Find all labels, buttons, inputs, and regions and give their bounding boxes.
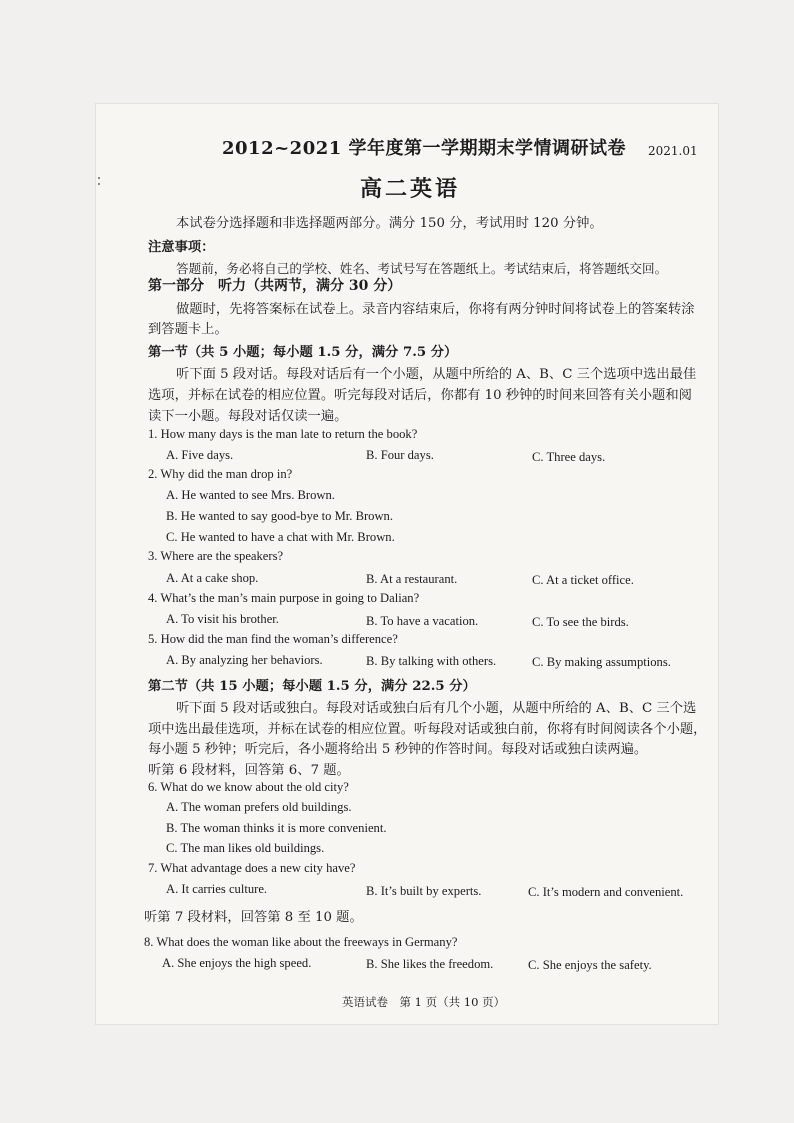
part1-heading: 第一部分 听力（共两节，满分 30 分） bbox=[148, 278, 402, 294]
q6-option-a: A. The woman prefers old buildings. bbox=[166, 800, 352, 814]
q1-option-c: C. Three days. bbox=[532, 450, 606, 464]
q7-option-c: C. It’s modern and convenient. bbox=[528, 885, 684, 899]
q7-option-b: B. It’s built by experts. bbox=[366, 884, 482, 898]
q7-stem: 7. What advantage does a new city have? bbox=[148, 861, 356, 875]
scan-speck bbox=[98, 183, 100, 185]
q3-stem: 3. Where are the speakers? bbox=[148, 549, 284, 563]
q3-option-a: A. At a cake shop. bbox=[166, 571, 259, 585]
material-6-note: 听第 6 段材料，回答第 6、7 题。 bbox=[148, 763, 350, 778]
q2-option-c: C. He wanted to have a chat with Mr. Brown. bbox=[166, 530, 395, 544]
q4-option-a: A. To visit his brother. bbox=[166, 612, 279, 626]
q8-option-a: A. She enjoys the high speed. bbox=[162, 956, 312, 970]
section2-instruction-line1: 听下面 5 段对话或独白。每段对话或独白后有几个小题，从题中所给的 A、B、C 三个选 bbox=[176, 701, 697, 716]
q4-stem: 4. What’s the man’s main purpose in going to Dalian? bbox=[148, 591, 420, 605]
q4-option-b: B. To have a vacation. bbox=[366, 614, 479, 628]
part1-instruction-line1: 做题时，先将答案标在试卷上。录音内容结束后，你将有两分钟时间将试卷上的答案转涂 bbox=[176, 302, 695, 317]
q6-stem: 6. What do we know about the old city? bbox=[148, 780, 349, 794]
scan-speck bbox=[98, 177, 100, 179]
material-7-note: 听第 7 段材料，回答第 8 至 10 题。 bbox=[144, 910, 363, 925]
q2-option-b: B. He wanted to say good-bye to Mr. Brown. bbox=[166, 509, 394, 523]
q2-stem: 2. Why did the man drop in? bbox=[148, 467, 293, 481]
part1-instruction-line2: 到答题卡上。 bbox=[148, 322, 228, 337]
q8-option-b: B. She likes the freedom. bbox=[366, 957, 494, 971]
q2-option-a: A. He wanted to see Mrs. Brown. bbox=[166, 488, 335, 502]
section1-instruction-line3: 读下一小题。每段对话仅读一遍。 bbox=[148, 409, 348, 424]
exam-title: 2012~2021 学年度第一学期期末学情调研试卷 bbox=[222, 138, 627, 159]
section1-instruction-line1: 听下面 5 段对话。每段对话后有一个小题，从题中所给的 A、B、C 三个选项中选出最佳 bbox=[176, 367, 697, 382]
section1-heading: 第一节（共 5 小题；每小题 1.5 分，满分 7.5 分） bbox=[148, 345, 458, 360]
section2-heading: 第二节（共 15 小题；每小题 1.5 分，满分 22.5 分） bbox=[148, 679, 476, 694]
q6-option-b: B. The woman thinks it is more convenient. bbox=[166, 821, 387, 835]
q6-option-c: C. The man likes old buildings. bbox=[166, 841, 325, 855]
q1-option-a: A. Five days. bbox=[166, 448, 234, 462]
q5-option-a: A. By analyzing her behaviors. bbox=[166, 653, 323, 667]
exam-date: 2021.01 bbox=[648, 144, 698, 158]
q4-option-c: C. To see the birds. bbox=[532, 615, 629, 629]
section1-instruction-line2: 选项，并标在试卷的相应位置。听完每段对话后，你都有 10 秒钟的时间来回答有关小题和阅 bbox=[148, 388, 692, 403]
q1-option-b: B. Four days. bbox=[366, 448, 434, 462]
q5-stem: 5. How did the man find the woman’s difference? bbox=[148, 632, 398, 646]
q8-option-c: C. She enjoys the safety. bbox=[528, 958, 652, 972]
section2-instruction-line3: 每小题 5 秒钟；听完后，各小题将给出 5 秒钟的作答时间。每段对话或独白读两遍。 bbox=[148, 742, 648, 757]
notice-heading: 注意事项： bbox=[148, 240, 215, 255]
q1-stem: 1. How many days is the man late to return the book? bbox=[148, 427, 418, 441]
subject-title: 高二英语 bbox=[360, 176, 461, 202]
section2-instruction-line2: 项中选出最佳选项，并标在试卷的相应位置。听每段对话或独白前，你将有时间阅读各个小题， bbox=[148, 722, 707, 737]
q8-stem: 8. What does the woman like about the freeways in Germany? bbox=[144, 935, 458, 949]
intro-text: 本试卷分选择题和非选择题两部分。满分 150 分，考试用时 120 分钟。 bbox=[176, 216, 603, 231]
notice-body: 答题前，务必将自己的学校、姓名、考试号写在答题纸上。考试结束后，将答题纸交回。 bbox=[176, 261, 668, 276]
page-footer: 英语试卷 第 1 页（共 10 页） bbox=[342, 995, 506, 1009]
q7-option-a: A. It carries culture. bbox=[166, 882, 268, 896]
q3-option-c: C. At a ticket office. bbox=[532, 573, 634, 587]
q3-option-b: B. At a restaurant. bbox=[366, 572, 458, 586]
q5-option-b: B. By talking with others. bbox=[366, 654, 497, 668]
q5-option-c: C. By making assumptions. bbox=[532, 655, 671, 669]
